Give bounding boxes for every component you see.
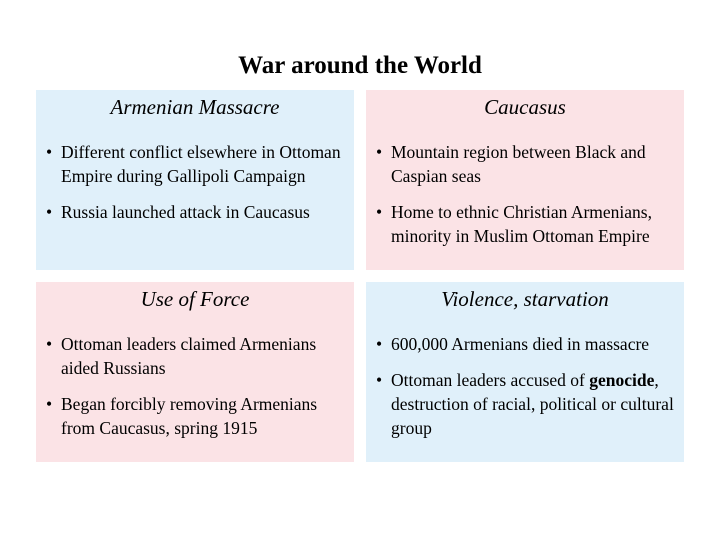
- key-term: genocide: [589, 370, 655, 390]
- panel-heading: Use of Force: [140, 287, 250, 311]
- bullet-icon: •: [376, 202, 383, 222]
- panel-heading: Caucasus: [484, 95, 566, 119]
- bullet-icon: •: [376, 370, 383, 390]
- bullet-list: [376, 140, 674, 248]
- bullet-list: [46, 140, 344, 224]
- panel-caucasus: [366, 90, 684, 270]
- bullet-icon: •: [46, 142, 53, 162]
- panel-violence-starvation: [366, 282, 684, 462]
- list-item: • Mountain region between Black and Caspian seas: [376, 142, 646, 186]
- bullet-list: [376, 332, 674, 440]
- panel-heading: Violence, starvation: [441, 287, 609, 311]
- panel-armenian-massacre: [36, 90, 354, 270]
- slide-title: War around the World: [238, 52, 482, 79]
- bullet-icon: •: [46, 394, 53, 414]
- panel-heading: Armenian Massacre: [110, 95, 280, 119]
- list-item: • 600,000 Armenians died in massacre: [376, 334, 650, 354]
- bullet-icon: •: [376, 334, 383, 354]
- list-item: • Ottoman leaders accused of genocide, destruction of racial, political or cultural group: [376, 370, 674, 438]
- bullet-icon: •: [46, 202, 53, 222]
- bullet-list: [46, 332, 344, 440]
- bullet-icon: •: [376, 142, 383, 162]
- list-item: • Ottoman leaders claimed Armenians aided Russians: [46, 334, 317, 378]
- list-item: • Different conflict elsewhere in Ottoman Empire during Gallipoli Campaign: [46, 142, 341, 186]
- list-item: • Russia launched attack in Caucasus: [46, 202, 310, 222]
- panel-use-of-force: [36, 282, 354, 462]
- bullet-icon: •: [46, 334, 53, 354]
- list-item: • Home to ethnic Christian Armenians, minority in Muslim Ottoman Empire: [376, 202, 652, 246]
- list-item: • Began forcibly removing Armenians from Caucasus, spring 1915: [46, 394, 318, 438]
